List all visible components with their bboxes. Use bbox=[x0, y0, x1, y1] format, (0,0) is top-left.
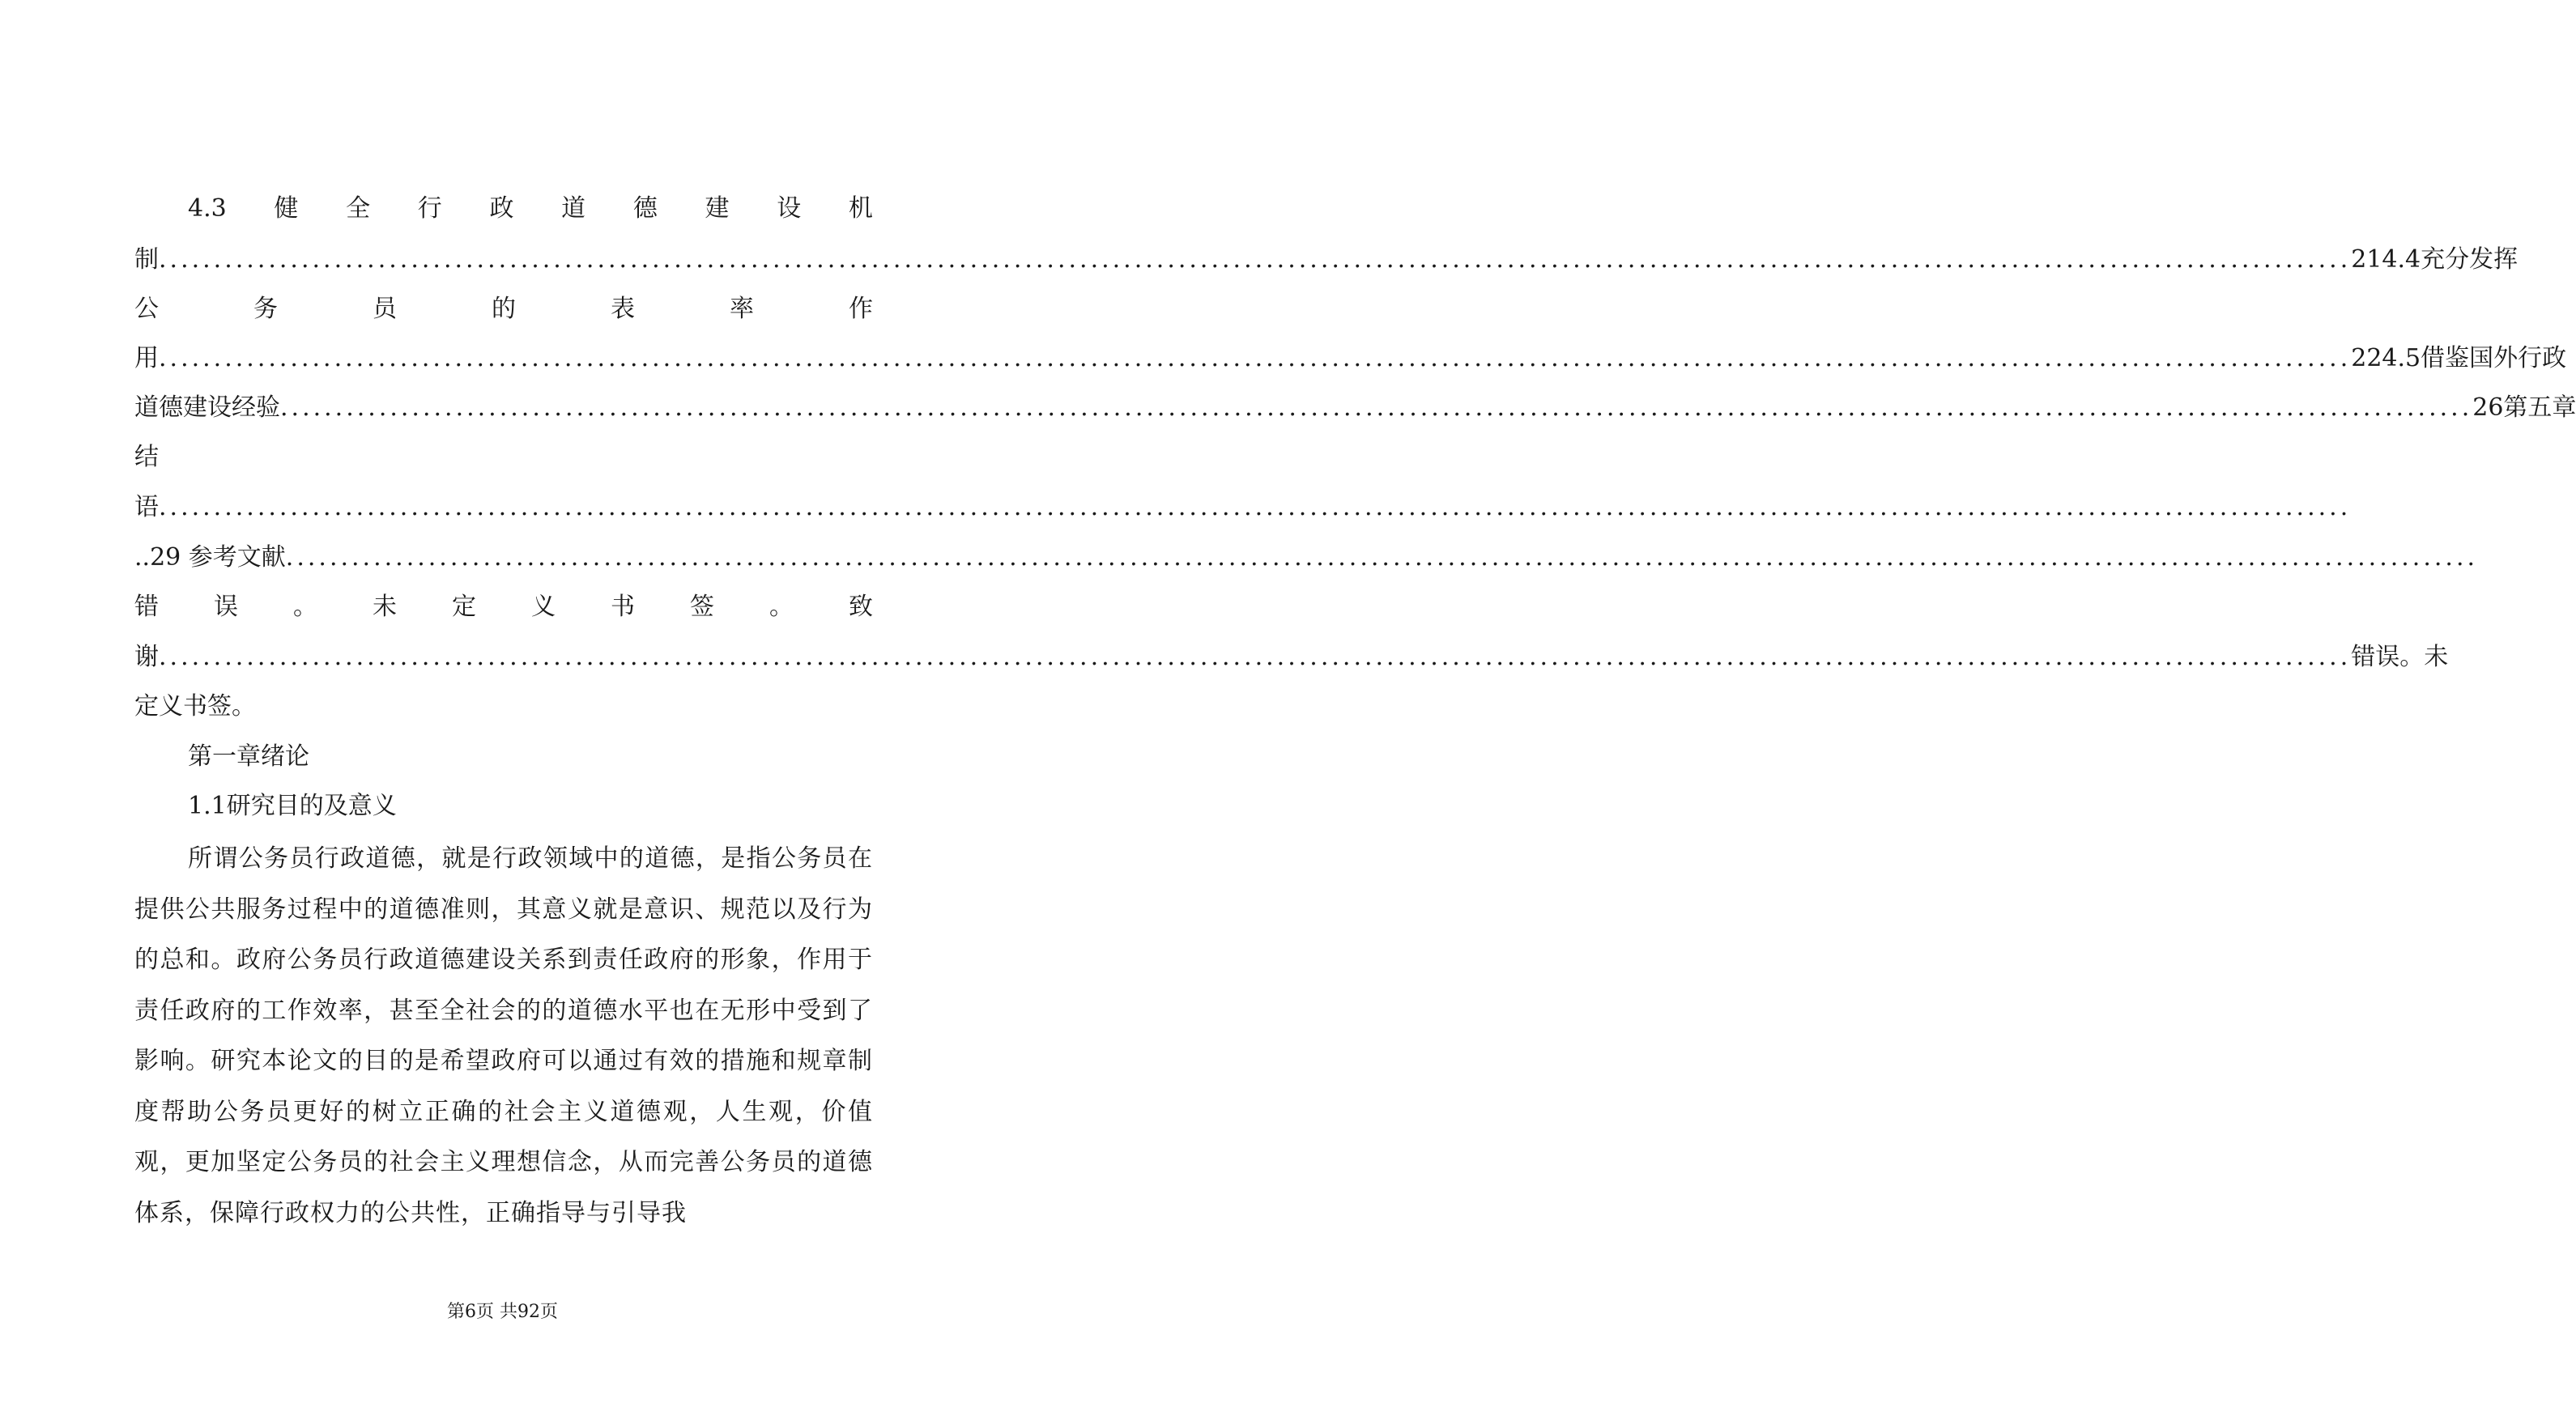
toc-char: 表 bbox=[611, 295, 635, 323]
toc-char: 公 bbox=[134, 295, 159, 323]
toc-entry-text: 用 bbox=[134, 344, 159, 372]
toc-char: 设 bbox=[777, 194, 802, 223]
toc-char: 定 bbox=[452, 593, 476, 621]
toc-char: 机 bbox=[848, 194, 873, 223]
toc-char: 误 bbox=[214, 593, 238, 621]
toc-char: 德 bbox=[632, 194, 658, 223]
toc-entry-text: ..29 参考文献 bbox=[134, 543, 286, 572]
toc-entry-acknowledgements-continued: 定义书签。 bbox=[134, 692, 256, 721]
toc-entry-text: 谢 bbox=[134, 643, 159, 671]
toc-entry-chapter5-continued bbox=[134, 490, 2352, 525]
toc-entry-text: 制 bbox=[134, 245, 159, 274]
toc-entry-page: 214.4充分发挥 bbox=[2351, 245, 2519, 274]
toc-entry-page: 26第五章 bbox=[2472, 393, 2576, 422]
toc-entry-references-error bbox=[134, 589, 873, 625]
toc-entry-4-5 bbox=[134, 390, 2576, 426]
toc-leader-dots: ........................................................................................................................................................................................................ bbox=[280, 393, 2473, 422]
toc-entry-text: 道德建设经验 bbox=[134, 393, 280, 422]
toc-char: 签 bbox=[690, 593, 714, 621]
toc-leader-dots: ........................................................................................................................................................................................................ bbox=[159, 245, 2352, 274]
toc-char: 4.3 bbox=[188, 194, 227, 223]
toc-entry-references bbox=[134, 540, 2479, 576]
body-paragraph: 所谓公务员行政道德，就是行政领域中的道德，是指公务员在提供公共服务过程中的道德准则，其意义就是意识、规范以及行为的总和。政府公务员行政道德建设关系到责任政府的形象，作用于责任政府的工作效率，甚至全社会的的道德水平也在无形中受到了影响。研究本论文的目的是希望政府可以通过有效的措施和规章制度帮助公务员更好的树立正确的社会主义道德观，人生观，价值观，更加坚定公务员的社会主义理想信念，从而完善公务员的道德体系，保障行政权力的公共性，正确指导与引导我 bbox=[134, 844, 873, 1227]
toc-char: 政 bbox=[489, 194, 514, 223]
toc-entry-page: 错误。未 bbox=[2351, 643, 2449, 671]
toc-char: 道 bbox=[561, 194, 586, 223]
toc-char: 。 bbox=[293, 593, 317, 621]
toc-char: 书 bbox=[611, 593, 635, 621]
toc-char: 行 bbox=[417, 194, 442, 223]
toc-char: 全 bbox=[346, 194, 371, 223]
toc-char: 员 bbox=[373, 295, 397, 323]
toc-entry-acknowledgements bbox=[134, 640, 2449, 675]
toc-char: 务 bbox=[253, 295, 278, 323]
toc-leader-dots: ........................................................................................................................................................................................................ bbox=[285, 543, 2479, 572]
page-footer: 第6页 共92页 bbox=[447, 1302, 558, 1322]
toc-entry-4-4-continued bbox=[134, 341, 2567, 376]
toc-char: 致 bbox=[849, 593, 873, 621]
toc-char: 作 bbox=[849, 295, 873, 323]
section-heading: 1.1研究目的及意义 bbox=[188, 792, 397, 820]
toc-entry-chapter5-text: 结 bbox=[134, 443, 159, 471]
toc-char: 建 bbox=[705, 194, 730, 223]
toc-char: 未 bbox=[373, 593, 397, 621]
toc-leader-dots: ........................................................................................................................................................................................................ bbox=[159, 344, 2352, 372]
toc-entry-4-3-continued bbox=[134, 242, 2519, 278]
chapter-heading: 第一章绪论 bbox=[188, 742, 309, 771]
toc-char: 率 bbox=[730, 295, 754, 323]
toc-leader-dots: ........................................................................................................................................................................................................ bbox=[159, 643, 2352, 671]
toc-leader-dots: ........................................................................................................................................................................................................ bbox=[159, 493, 2352, 521]
toc-char: 健 bbox=[274, 194, 299, 223]
toc-char: 义 bbox=[531, 593, 556, 621]
toc-entry-4-3 bbox=[188, 191, 873, 227]
toc-char: 错 bbox=[134, 593, 159, 621]
toc-char: 。 bbox=[769, 593, 794, 621]
toc-entry-text: 语 bbox=[134, 493, 159, 521]
toc-entry-page: 224.5借鉴国外行政 bbox=[2351, 344, 2567, 372]
toc-entry-4-4 bbox=[134, 291, 873, 327]
toc-char: 的 bbox=[492, 295, 516, 323]
